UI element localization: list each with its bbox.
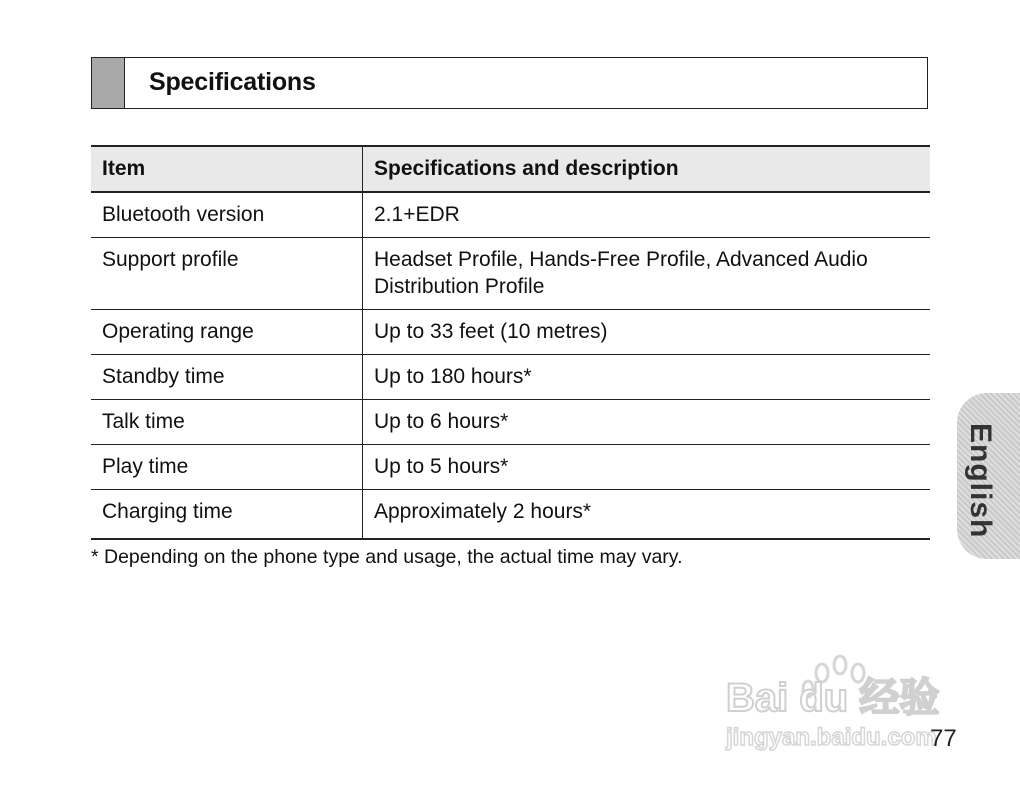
- row-spec: Up to 5 hours*: [363, 445, 931, 490]
- baidu-jingyan-watermark-logo: [722, 645, 962, 755]
- row-item: Talk time: [91, 400, 363, 445]
- row-item: Play time: [91, 445, 363, 490]
- table-row: [91, 310, 930, 355]
- header-spec: Specifications and description: [363, 146, 931, 192]
- row-item: Standby time: [91, 355, 363, 400]
- table-row: [91, 490, 930, 540]
- row-item: Charging time: [91, 490, 363, 540]
- footnote: * Depending on the phone type and usage, the actual time may vary.: [91, 546, 683, 568]
- table-row: [91, 192, 930, 238]
- row-spec: Up to 6 hours*: [363, 400, 931, 445]
- section-header: [91, 57, 928, 109]
- language-tab: [957, 393, 1020, 559]
- row-item: Support profile: [91, 238, 363, 310]
- specifications-table: [91, 145, 930, 540]
- row-item: Bluetooth version: [91, 192, 363, 238]
- row-spec: Up to 180 hours*: [363, 355, 931, 400]
- row-spec: 2.1+EDR: [363, 192, 931, 238]
- row-spec: Up to 33 feet (10 metres): [363, 310, 931, 355]
- section-title: Specifications: [149, 68, 316, 96]
- row-item: Operating range: [91, 310, 363, 355]
- table-header-row: [91, 146, 930, 192]
- header-item: Item: [91, 146, 363, 192]
- section-marker: [92, 58, 125, 108]
- watermark-url: jingyan.baidu.com: [726, 724, 937, 751]
- table-row: [91, 355, 930, 400]
- table-row: [91, 238, 930, 310]
- watermark-brand: Bai du 经验: [726, 676, 940, 720]
- row-spec: Approximately 2 hours*: [363, 490, 931, 540]
- table-row: [91, 445, 930, 490]
- table-row: [91, 400, 930, 445]
- language-tab-label: English: [964, 423, 997, 539]
- page-number: 77: [930, 725, 957, 752]
- row-spec: Headset Profile, Hands-Free Profile, Advanced Audio Distribution Profile: [363, 238, 931, 310]
